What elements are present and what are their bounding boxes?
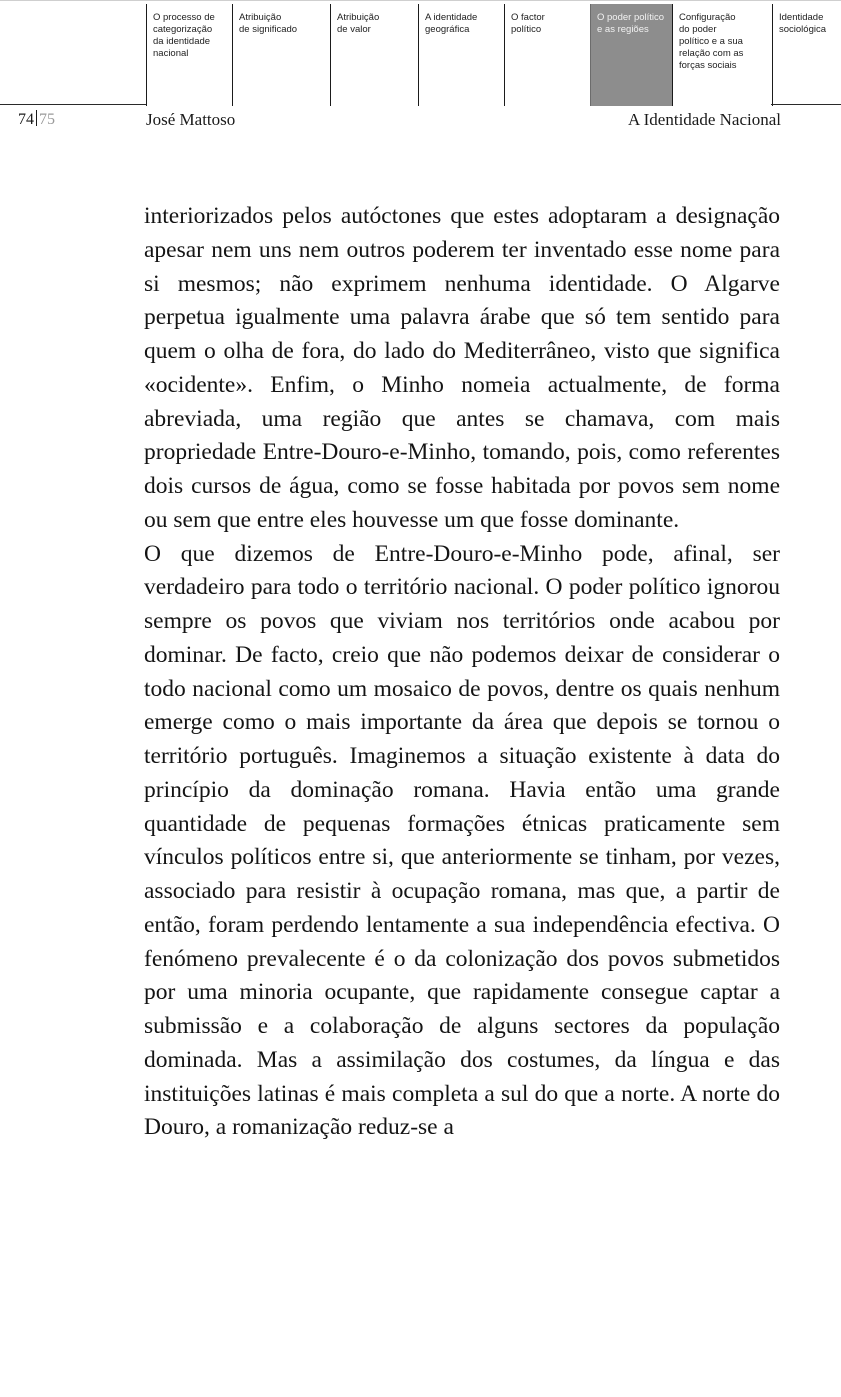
paragraph: O que dizemos de Entre-Douro-e-Minho pode, afinal, ser verdadeiro para todo o território nacional. O poder político ignorou sempre os povos que viviam nos territórios onde acabou por dominar. De facto, creio que não podemos deixar de considerar o todo nacional como um mosaico de povos, dentre os quais nenhum emerge como o mais importante da área que depois se tornou o território português. Imaginemos a situação existente à data do princípio da dominação romana. Havia então uma grande quantidade de pequenas formações étnicas praticamente sem vínculos políticos entre si, que anteriormente se tinham, por vezes, associado para resistir à ocupação romana, mas que, a partir de então, foram perdendo lentamente a sua independência efectiva. O fenómeno prevalecente é o da colonização dos povos submetidos por uma minoria ocupante, que rapidamente consegue captar a submissão e a colaboração de alguns sectores da população dominada. Mas a assimilação dos costumes, da língua e das instituições latinas é mais completa a sul do que a norte. A norte do Douro, a romanização reduz-se a — [144, 540, 780, 1141]
running-header-author: José Mattoso — [146, 110, 236, 129]
header-rule-right — [771, 104, 841, 105]
nav-item-atribuicao-valor[interactable]: Atribuição de valor — [330, 4, 418, 106]
nav-item-factor-politico[interactable]: O factor político — [504, 4, 590, 106]
page-numbers — [18, 110, 55, 129]
body-text — [144, 200, 780, 1145]
nav-item-configuracao-poder[interactable]: Configuração do poder político e a sua relação com as forças sociais — [672, 4, 772, 106]
nav-item-identidade-geografica[interactable]: A identidade geográfica — [418, 4, 504, 106]
page-number-left: 74 — [18, 111, 34, 128]
running-header-title: A Identidade Nacional — [628, 110, 781, 129]
top-rule — [0, 0, 841, 1]
page-number-right: 75 — [39, 111, 55, 128]
nav-item-atribuicao-significado[interactable]: Atribuição de significado — [232, 4, 330, 106]
nav-item-categorizacao[interactable]: O processo de categorização da identidade nacional — [146, 4, 232, 106]
page-number-divider — [36, 110, 37, 126]
nav-item-identidade-sociologica[interactable]: Identidade sociológica — [772, 4, 841, 106]
nav-item-poder-politico-regioes[interactable]: O poder político e as regiões — [590, 4, 672, 106]
chapter-navigation — [146, 4, 841, 106]
paragraph: interiorizados pelos autóctones que estes adoptaram a designação apesar nem uns nem outros poderem ter inventado esse nome para si mesmos; não exprimem nenhuma identidade. O Algarve perpetua igualmente uma palavra árabe que só tem sentido para quem o olha de fora, do lado do Mediterrâneo, visto que significa «ocidente». Enfim, o Minho nomeia actualmente, de forma abreviada, uma região que antes se chamava, com mais propriedade Entre-Douro-e-Minho, tomando, pois, como referentes dois cursos de água, como se fosse habitada por povos sem nome ou sem que entre eles houvesse um que fosse dominante. — [144, 203, 780, 533]
header-rule-left — [0, 104, 146, 105]
